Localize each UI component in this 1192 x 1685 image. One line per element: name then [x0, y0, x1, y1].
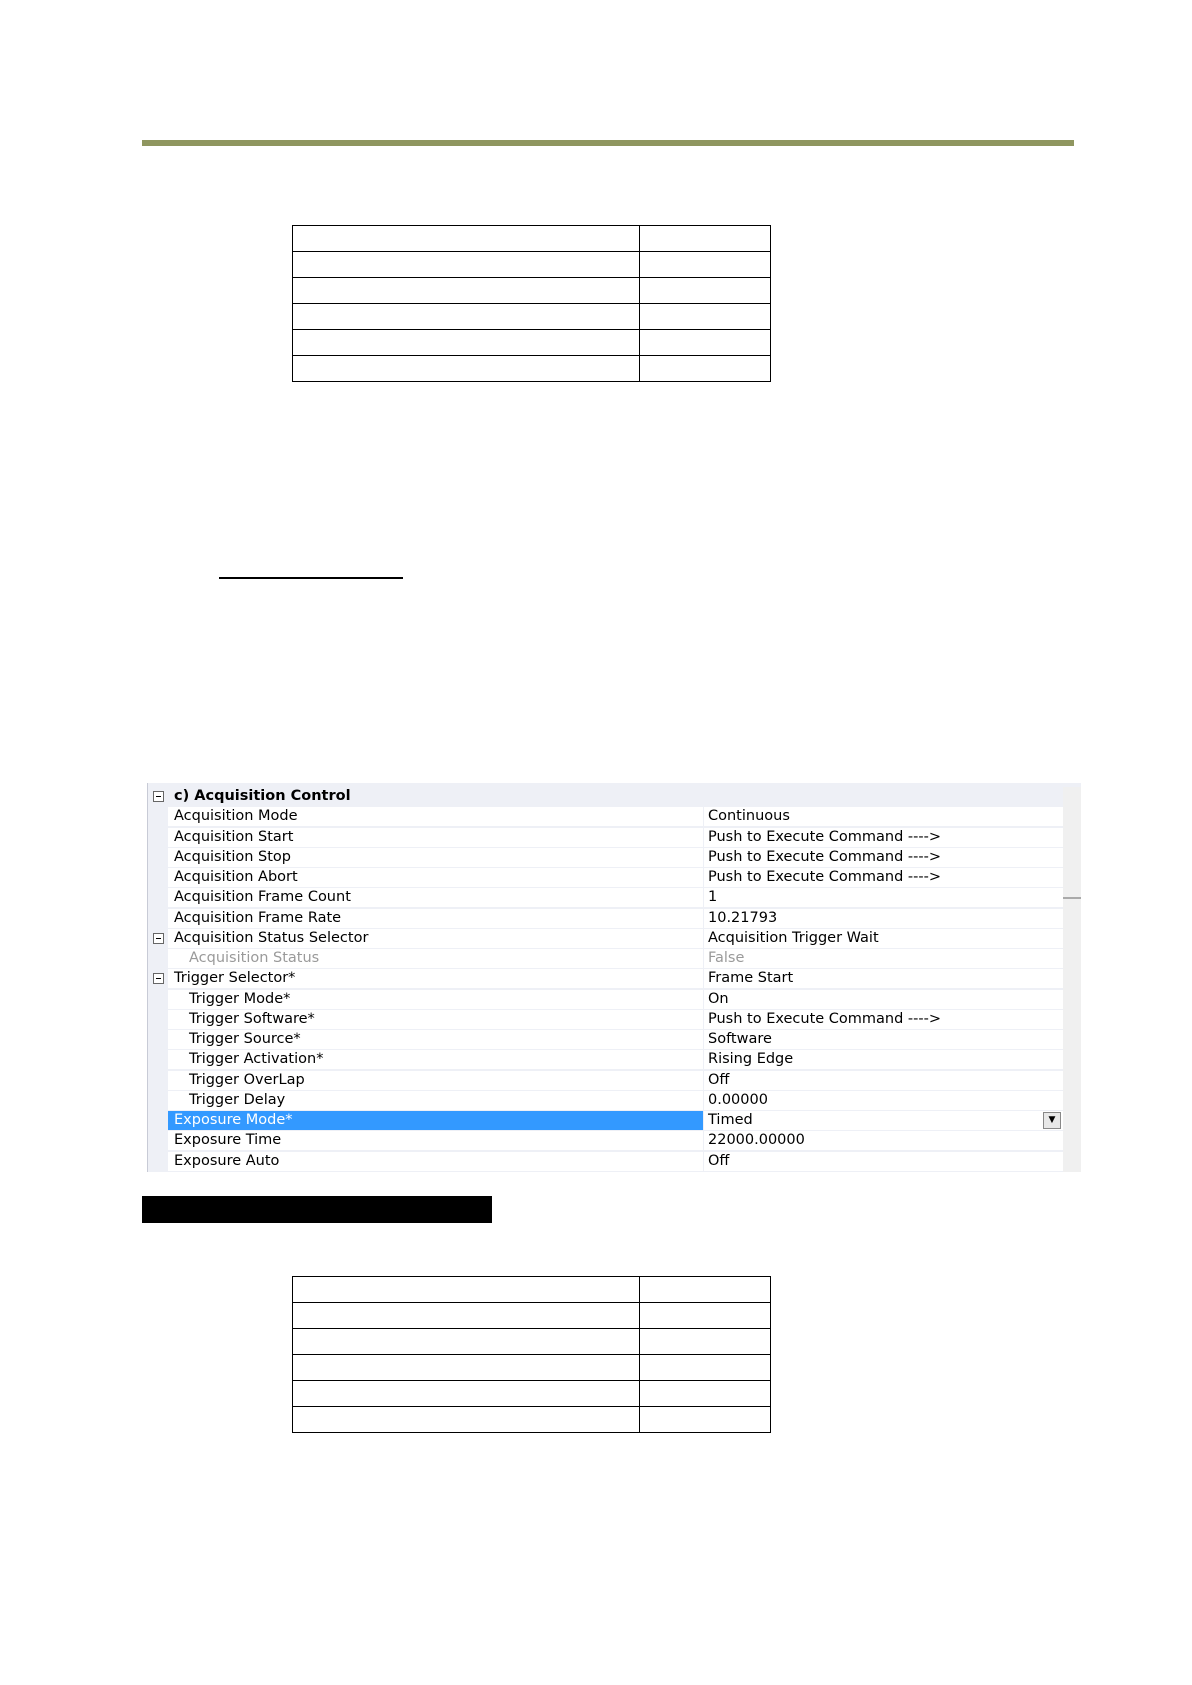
property-name: Acquisition Frame Rate: [168, 909, 703, 928]
minus-box-icon[interactable]: [153, 973, 164, 984]
redacted-caption-bar: [142, 1196, 492, 1223]
empty-table-bottom: [292, 1276, 771, 1433]
property-row[interactable]: [147, 1091, 1063, 1111]
minus-box-icon[interactable]: [153, 791, 164, 802]
property-row[interactable]: [147, 1050, 1063, 1070]
property-name: Acquisition Start: [168, 828, 703, 847]
header-rule: [142, 140, 1074, 146]
property-value[interactable]: Timed: [704, 1111, 1063, 1130]
property-row[interactable]: [147, 969, 1063, 989]
property-row[interactable]: [147, 888, 1063, 908]
category-row[interactable]: [147, 787, 1063, 807]
property-name: Acquisition Frame Count: [168, 888, 703, 907]
property-value[interactable]: Push to Execute Command ---->: [704, 848, 1063, 867]
minus-box-icon[interactable]: [153, 933, 164, 944]
property-value[interactable]: On: [704, 990, 1063, 1009]
property-grid-rows: [147, 787, 1063, 1172]
property-row[interactable]: [147, 1111, 1063, 1131]
property-value[interactable]: 10.21793: [704, 909, 1063, 928]
property-name: Acquisition Mode: [168, 807, 703, 826]
property-name: Acquisition Status: [168, 949, 703, 968]
property-name: Trigger Mode*: [168, 990, 703, 1009]
property-value[interactable]: Software: [704, 1030, 1063, 1049]
property-value[interactable]: 22000.00000: [704, 1131, 1063, 1150]
underline-mark: [219, 577, 403, 579]
dropdown-arrow-icon[interactable]: ▼: [1043, 1112, 1061, 1129]
property-row[interactable]: [147, 828, 1063, 848]
property-name: Trigger OverLap: [168, 1071, 703, 1090]
property-row[interactable]: [147, 807, 1063, 827]
property-value[interactable]: Frame Start: [704, 969, 1063, 988]
property-name: Exposure Auto: [168, 1152, 703, 1171]
property-row[interactable]: [147, 1030, 1063, 1050]
property-value[interactable]: Push to Execute Command ---->: [704, 828, 1063, 847]
property-value[interactable]: Off: [704, 1071, 1063, 1090]
property-value[interactable]: Push to Execute Command ---->: [704, 1010, 1063, 1029]
property-row[interactable]: [147, 909, 1063, 929]
property-row[interactable]: [147, 1071, 1063, 1091]
property-value[interactable]: Push to Execute Command ---->: [704, 868, 1063, 887]
property-value[interactable]: Acquisition Trigger Wait: [704, 929, 1063, 948]
property-row[interactable]: [147, 949, 1063, 969]
property-name: Acquisition Status Selector: [168, 929, 703, 948]
property-name: Exposure Mode*: [168, 1111, 703, 1130]
property-name: Exposure Time: [168, 1131, 703, 1150]
property-row[interactable]: [147, 868, 1063, 888]
property-row[interactable]: [147, 1131, 1063, 1151]
property-row[interactable]: [147, 929, 1063, 949]
property-value[interactable]: Rising Edge: [704, 1050, 1063, 1069]
property-name: Acquisition Stop: [168, 848, 703, 867]
property-row[interactable]: [147, 1152, 1063, 1172]
property-value[interactable]: Continuous: [704, 807, 1063, 826]
property-row[interactable]: [147, 848, 1063, 868]
property-name: Trigger Activation*: [168, 1050, 703, 1069]
property-row[interactable]: [147, 990, 1063, 1010]
property-value[interactable]: 1: [704, 888, 1063, 907]
scrollbar-thumb[interactable]: [1063, 787, 1081, 899]
property-row[interactable]: [147, 1010, 1063, 1030]
property-grid: [147, 783, 1081, 1172]
property-name: Trigger Software*: [168, 1010, 703, 1029]
property-name: Trigger Delay: [168, 1091, 703, 1110]
property-value: False: [704, 949, 1063, 968]
property-value[interactable]: 0.00000: [704, 1091, 1063, 1110]
category-label: c) Acquisition Control: [174, 788, 351, 804]
property-value[interactable]: Off: [704, 1152, 1063, 1171]
property-name: Trigger Selector*: [168, 969, 703, 988]
property-name: Acquisition Abort: [168, 868, 703, 887]
property-name: Trigger Source*: [168, 1030, 703, 1049]
empty-table-top: [292, 225, 771, 382]
